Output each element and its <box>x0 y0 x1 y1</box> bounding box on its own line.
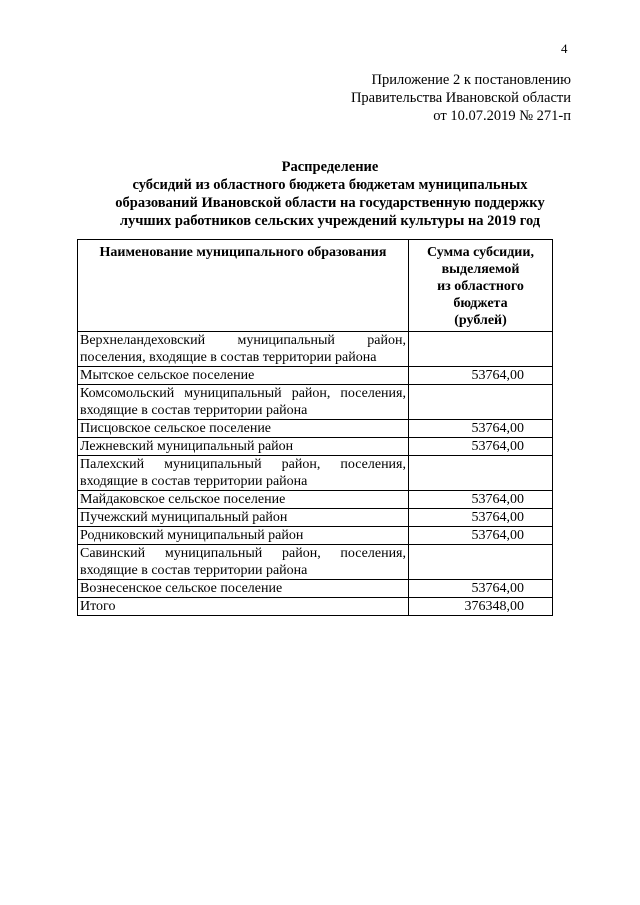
title-line-3: образований Ивановской области на государственную поддержку <box>115 195 545 211</box>
header-sum-line: выделяемой <box>441 262 520 277</box>
row-name: Мытское сельское поселение <box>78 367 409 385</box>
appendix-reference <box>251 71 571 125</box>
header-sum-line: Сумма субсидии, <box>427 245 534 260</box>
table-row <box>78 509 553 527</box>
row-sum <box>409 332 553 367</box>
row-sum: 53764,00 <box>409 438 553 456</box>
appendix-line-3: от 10.07.2019 № 271-п <box>433 108 571 124</box>
appendix-line-1: Приложение 2 к постановлению <box>371 72 571 88</box>
header-sum-line: из областного <box>437 279 524 294</box>
row-name: Вознесенское сельское поселение <box>78 580 409 598</box>
row-name: Лежневский муниципальный район <box>78 438 409 456</box>
title-line-4: лучших работников сельских учреждений культуры на 2019 год <box>119 213 541 229</box>
row-sum: 53764,00 <box>409 580 553 598</box>
total-label: Итого <box>78 598 409 616</box>
table-row <box>78 385 553 420</box>
table-row <box>78 580 553 598</box>
table-row <box>78 420 553 438</box>
table-row <box>78 367 553 385</box>
row-sum: 53764,00 <box>409 509 553 527</box>
title-line-1: Распределение <box>281 159 379 175</box>
row-name: Палехский муниципальный район, поселения, входящие в состав территории района <box>78 456 409 491</box>
row-name: Майдаковское сельское поселение <box>78 491 409 509</box>
total-sum: 376348,00 <box>409 598 553 616</box>
row-sum <box>409 545 553 580</box>
header-name: Наименование муниципального образования <box>78 240 409 332</box>
row-name: Родниковский муниципальный район <box>78 527 409 545</box>
row-sum <box>409 456 553 491</box>
header-sum-line: (рублей) <box>454 313 507 328</box>
row-sum <box>409 385 553 420</box>
row-name: Писцовское сельское поселение <box>78 420 409 438</box>
title-line-2: субсидий из областного бюджета бюджетам муниципальных <box>132 177 528 193</box>
subsidy-table <box>77 239 553 616</box>
page-number: 4 <box>561 41 568 56</box>
table-row <box>78 438 553 456</box>
table-row <box>78 545 553 580</box>
row-name: Верхнеландеховский муниципальный район, поселения, входящие в состав территории района <box>78 332 409 367</box>
row-sum: 53764,00 <box>409 527 553 545</box>
header-sum-line: бюджета <box>453 296 508 311</box>
table-row <box>78 456 553 491</box>
row-name: Комсомольский муниципальный район, поселения, входящие в состав территории района <box>78 385 409 420</box>
table-total-row <box>78 598 553 616</box>
document-title <box>70 158 590 230</box>
appendix-line-2: Правительства Ивановской области <box>350 90 571 106</box>
table-row <box>78 527 553 545</box>
table-row <box>78 491 553 509</box>
table-row <box>78 332 553 367</box>
row-sum: 53764,00 <box>409 420 553 438</box>
row-sum: 53764,00 <box>409 367 553 385</box>
table-header-row <box>78 240 553 332</box>
row-name: Пучежский муниципальный район <box>78 509 409 527</box>
header-sum <box>409 240 553 332</box>
row-sum: 53764,00 <box>409 491 553 509</box>
row-name: Савинский муниципальный район, поселения, входящие в состав территории района <box>78 545 409 580</box>
